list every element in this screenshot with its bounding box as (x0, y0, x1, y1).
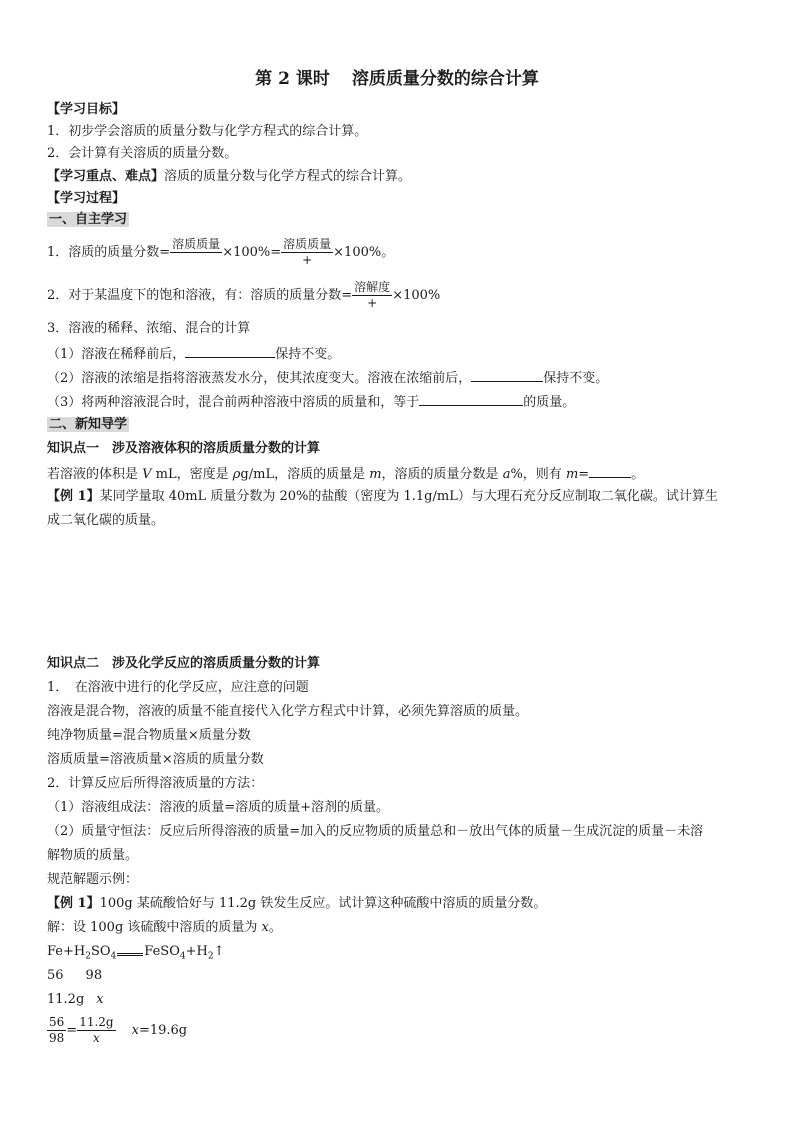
mass-row: 11.2g x (47, 992, 104, 1007)
solution-setup: 解：设 100g 该硫酸中溶质的质量为 x。 (47, 920, 282, 935)
goal-item-2: 2．会计算有关溶质的质量分数。 (47, 146, 238, 161)
fill-blank[interactable] (185, 344, 275, 358)
fill-blank[interactable] (589, 464, 631, 478)
goal-item-1: 1．初步学会溶质的质量分数与化学方程式的综合计算。 (47, 124, 368, 139)
knowledge-point-1-heading: 知识点一 涉及溶液体积的溶质质量分数的计算 (47, 441, 321, 456)
q3-concentration: （2）溶液的浓缩是指将溶液蒸发水分，使其浓度变大。溶液在浓缩前后， 保持不变。 (47, 368, 608, 388)
page-title (0, 68, 794, 90)
k2-line: 1． 在溶液中进行的化学反应，应注意的问题 (47, 680, 309, 695)
formula-mass-fraction: 1．溶质的质量分数= 溶质质量 ×100%= $\frac{\text{溶质质量}}{+}$ ×100%。 (47, 237, 395, 267)
example-1-line-2: 成二氧化碳的质量。 (47, 513, 165, 528)
example-1-line-1: 【例 1】某同学量取 40mL 质量分数为 20%的盐酸（密度为 1.1g/mL）与大理石充分反应制取二氧化碳。试计算生 (47, 489, 718, 504)
k2-line: （1）溶液组成法：溶液的质量=溶质的质量+溶剂的质量。 (47, 800, 390, 815)
focus-line (47, 168, 411, 186)
section2-heading: 二、新知导学 (49, 417, 128, 432)
k2-line: （2）质量守恒法：反应后所得溶液的质量=加入的反应物质的质量总和－放出气体的质量－生成沉淀的质量－未溶 (47, 824, 704, 839)
knowledge-point-2-heading: 知识点二 涉及化学反应的溶质质量分数的计算 (47, 656, 321, 671)
lesson-number: 第 2 课时 (255, 69, 330, 89)
lesson-topic: 溶质质量分数的综合计算 (351, 69, 539, 89)
goals-heading: 【学习目标】 (47, 102, 126, 117)
example-2-statement: 【例 1】100g 某硫酸恰好与 11.2g 铁发生反应。试计算这种硫酸中溶质的质量分数。 (47, 896, 547, 911)
fraction-molar: $\frac{56}{98}$ (49, 1015, 65, 1045)
focus-label: 【学习重点、难点】 (47, 169, 165, 184)
k2-line: 溶质质量=溶液质量×溶质的质量分数 (47, 752, 264, 767)
equals-sign (117, 947, 143, 956)
volume-formula-line: 若溶液的体积是 V mL，密度是 ρg/mL，溶质的质量是 m，溶质的质量分数是 a%，则有 m= 。 (47, 464, 644, 484)
k2-line: 规范解题示例： (47, 872, 139, 887)
fraction-mass: $\frac{11.2g}{x}$ (79, 1015, 114, 1045)
k2-line: 解物质的质量。 (47, 848, 139, 863)
section1-heading: 一、自主学习 (49, 212, 128, 227)
molar-mass-row: 56 98 (47, 968, 103, 983)
fraction-solute-over-sum: $\frac{\text{溶质质量}}{+}$ (283, 237, 332, 267)
q3-mixing: （3）将两种溶液混合时，混合前两种溶液中溶质的质量和，等于 的质量。 (47, 392, 575, 412)
k2-line: 2．计算反应后所得溶液质量的方法： (47, 776, 264, 791)
fraction-solubility: $\frac{\text{溶解度}}{+}$ (354, 280, 391, 310)
q3-dilution: （1）溶液在稀释前后， 保持不变。 (47, 344, 340, 364)
process-heading: 【学习过程】 (47, 191, 126, 206)
proportion-line: $\frac{56}{98}$ = $\frac{11.2g}{x}$ x=19.6g (49, 1015, 188, 1045)
formula-saturated-solution: 2．对于某温度下的饱和溶液，有：溶质的质量分数= $\frac{\text{溶解度}}{+}$ ×100% (47, 280, 441, 310)
focus-text: 溶质的质量分数与化学方程式的综合计算。 (164, 169, 412, 184)
q3-heading: 3．溶液的稀释、浓缩、混合的计算 (47, 321, 251, 336)
k2-line: 纯净物质量=混合物质量×质量分数 (47, 728, 251, 743)
fraction-solute-over-solution: 溶质质量 (172, 237, 221, 251)
fill-blank[interactable] (471, 368, 543, 382)
k2-line: 溶液是混合物，溶液的质量不能直接代入化学方程式中计算，必须先算溶质的质量。 (47, 704, 529, 719)
fill-blank[interactable] (419, 392, 523, 406)
chemical-equation: $Fe+H_2SO_4$ $FeSO_4+H_2↑$ (47, 944, 225, 962)
